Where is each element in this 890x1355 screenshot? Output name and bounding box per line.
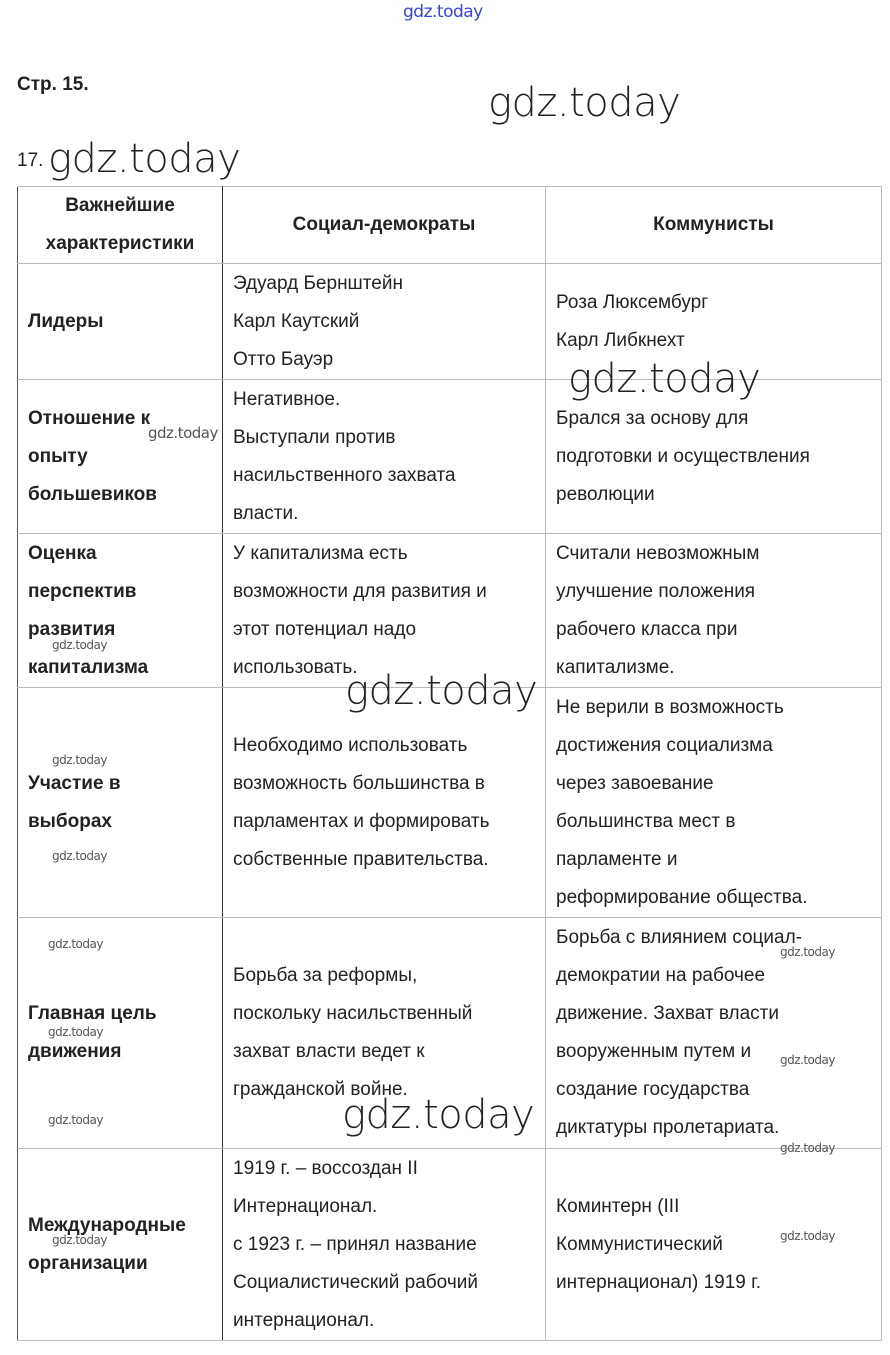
- cell-line: поскольку насильственный: [233, 1003, 473, 1024]
- watermark: gdz.today: [780, 1141, 835, 1155]
- cell-line: выборах: [28, 810, 112, 832]
- table-row: [18, 688, 882, 918]
- cell-line: Главная цель: [28, 1003, 157, 1024]
- cell-line: собственные правительства.: [233, 848, 489, 870]
- cell-line: Борьба с влиянием социал-: [556, 927, 802, 948]
- cell-line: улучшение положения: [556, 580, 756, 602]
- cell-line: капитализме.: [556, 656, 675, 678]
- row-label: [18, 264, 223, 380]
- watermark: gdz.today: [568, 356, 761, 402]
- cell-line: Участие в: [28, 772, 121, 794]
- row-label: [18, 534, 223, 688]
- cell-line: власти.: [233, 502, 299, 524]
- cell-line: Оценка: [28, 542, 97, 564]
- cell-line: У капитализма есть: [233, 542, 408, 564]
- cell-line: возможность большинства в: [233, 772, 485, 794]
- cell-line: перспектив: [28, 580, 137, 602]
- cell-line: интернационал.: [233, 1309, 375, 1331]
- cell-line: опыту: [28, 445, 88, 467]
- cell-line: парламенте и: [556, 848, 678, 870]
- table-row: [18, 534, 882, 688]
- cell-line: этот потенциал надо: [233, 618, 417, 640]
- watermark: gdz.today: [48, 937, 103, 951]
- watermark: gdz.today: [148, 424, 218, 442]
- watermark: gdz.today: [488, 80, 681, 126]
- cell-line: насильственного захвата: [233, 464, 456, 486]
- cell-line: Международные: [28, 1214, 186, 1236]
- watermark: gdz.today: [780, 1229, 835, 1243]
- cell-line: движения: [28, 1041, 122, 1062]
- cell-line: с 1923 г. – принял название: [233, 1233, 477, 1255]
- cell-line: капитализма: [28, 656, 149, 678]
- cell-line: подготовки и осуществления: [556, 445, 810, 467]
- cell-line: Коминтерн (III: [556, 1195, 680, 1217]
- communists-cell: [546, 688, 882, 918]
- watermark: gdz.today: [342, 1092, 535, 1138]
- cell-line: Негативное.: [233, 388, 341, 410]
- social-democrats-cell: [223, 534, 546, 688]
- social-democrats-cell: [223, 1149, 546, 1341]
- cell-line: рабочего класса при: [556, 618, 738, 640]
- table-row: [18, 1149, 882, 1341]
- table-row: [18, 380, 882, 534]
- header-line: Важнейшие: [65, 195, 175, 216]
- task-number: 17.: [17, 150, 44, 171]
- watermark: gdz.today: [48, 1113, 103, 1127]
- cell-line: Отношение к: [28, 407, 151, 429]
- cell-line: Борьба за реформы,: [233, 965, 418, 986]
- cell-line: через завоевание: [556, 772, 714, 794]
- cell-line: вооруженным путем и: [556, 1041, 752, 1062]
- cell-line: большинства мест в: [556, 810, 736, 832]
- header-line: характеристики: [45, 233, 195, 254]
- cell-line: Не верили в возможность: [556, 696, 784, 718]
- row-label: [18, 688, 223, 918]
- social-democrats-cell: [223, 688, 546, 918]
- watermark: gdz.today: [52, 1233, 107, 1247]
- cell-line: демократии на рабочее: [556, 965, 766, 986]
- cell-line: Выступали против: [233, 426, 396, 448]
- cell-line: захват власти ведет к: [233, 1041, 425, 1062]
- watermark: gdz.today: [52, 849, 107, 863]
- cell-line: использовать.: [233, 656, 358, 678]
- social-democrats-cell: [223, 380, 546, 534]
- cell-line: Брался за основу для: [556, 407, 749, 429]
- cell-line: развития: [28, 618, 116, 640]
- cell-line: Роза Люксембург: [556, 291, 709, 313]
- cell-line: парламентах и формировать: [233, 810, 490, 832]
- watermark: gdz.today: [52, 638, 107, 652]
- row-label: [18, 1149, 223, 1341]
- cell-line: реформирование общества.: [556, 886, 808, 908]
- cell-line: возможности для развития и: [233, 580, 487, 602]
- cell-line: Эдуард Бернштейн: [233, 272, 403, 294]
- cell-line: организации: [28, 1252, 148, 1274]
- watermark: gdz.today: [52, 753, 107, 767]
- cell-line: Отто Бауэр: [233, 348, 334, 370]
- cell-line: гражданской войне.: [233, 1079, 408, 1100]
- cell-line: достижения социализма: [556, 734, 773, 756]
- page-label: Стр. 15.: [17, 74, 89, 95]
- cell-line: Социалистический рабочий: [233, 1271, 478, 1293]
- watermark: gdz.today: [345, 668, 538, 714]
- cell-line: движение. Захват власти: [556, 1003, 779, 1024]
- cell-line: Интернационал.: [233, 1195, 378, 1217]
- table-header-row: [18, 187, 882, 264]
- cell-line: Карл Либкнехт: [556, 329, 685, 351]
- cell-line: диктатуры пролетариата.: [556, 1117, 780, 1138]
- cell-line: создание государства: [556, 1079, 750, 1100]
- cell-line: интернационал) 1919 г.: [556, 1271, 762, 1293]
- watermark: gdz.today: [780, 945, 835, 959]
- cell-line: Карл Каутский: [233, 310, 360, 332]
- watermark: gdz.today: [780, 1053, 835, 1067]
- cell-line: Необходимо использовать: [233, 734, 468, 756]
- social-democrats-cell: [223, 264, 546, 380]
- watermark: gdz.today: [48, 1025, 103, 1039]
- communists-cell: [546, 380, 882, 534]
- cell-line: Коммунистический: [556, 1233, 723, 1255]
- cell-line: большевиков: [28, 483, 157, 505]
- cell-line: Лидеры: [28, 310, 104, 332]
- header-characteristics: [18, 187, 223, 264]
- watermark-top[interactable]: gdz.today: [403, 2, 483, 22]
- communists-cell: [546, 534, 882, 688]
- header-communists: Коммунисты: [546, 187, 882, 264]
- cell-line: Считали невозможным: [556, 542, 760, 564]
- cell-line: революции: [556, 483, 655, 505]
- watermark: gdz.today: [48, 136, 241, 182]
- cell-line: 1919 г. – воссоздан II: [233, 1157, 418, 1179]
- row-label: [18, 380, 223, 534]
- communists-cell: [546, 1149, 882, 1341]
- header-social-democrats: Социал-демократы: [223, 187, 546, 264]
